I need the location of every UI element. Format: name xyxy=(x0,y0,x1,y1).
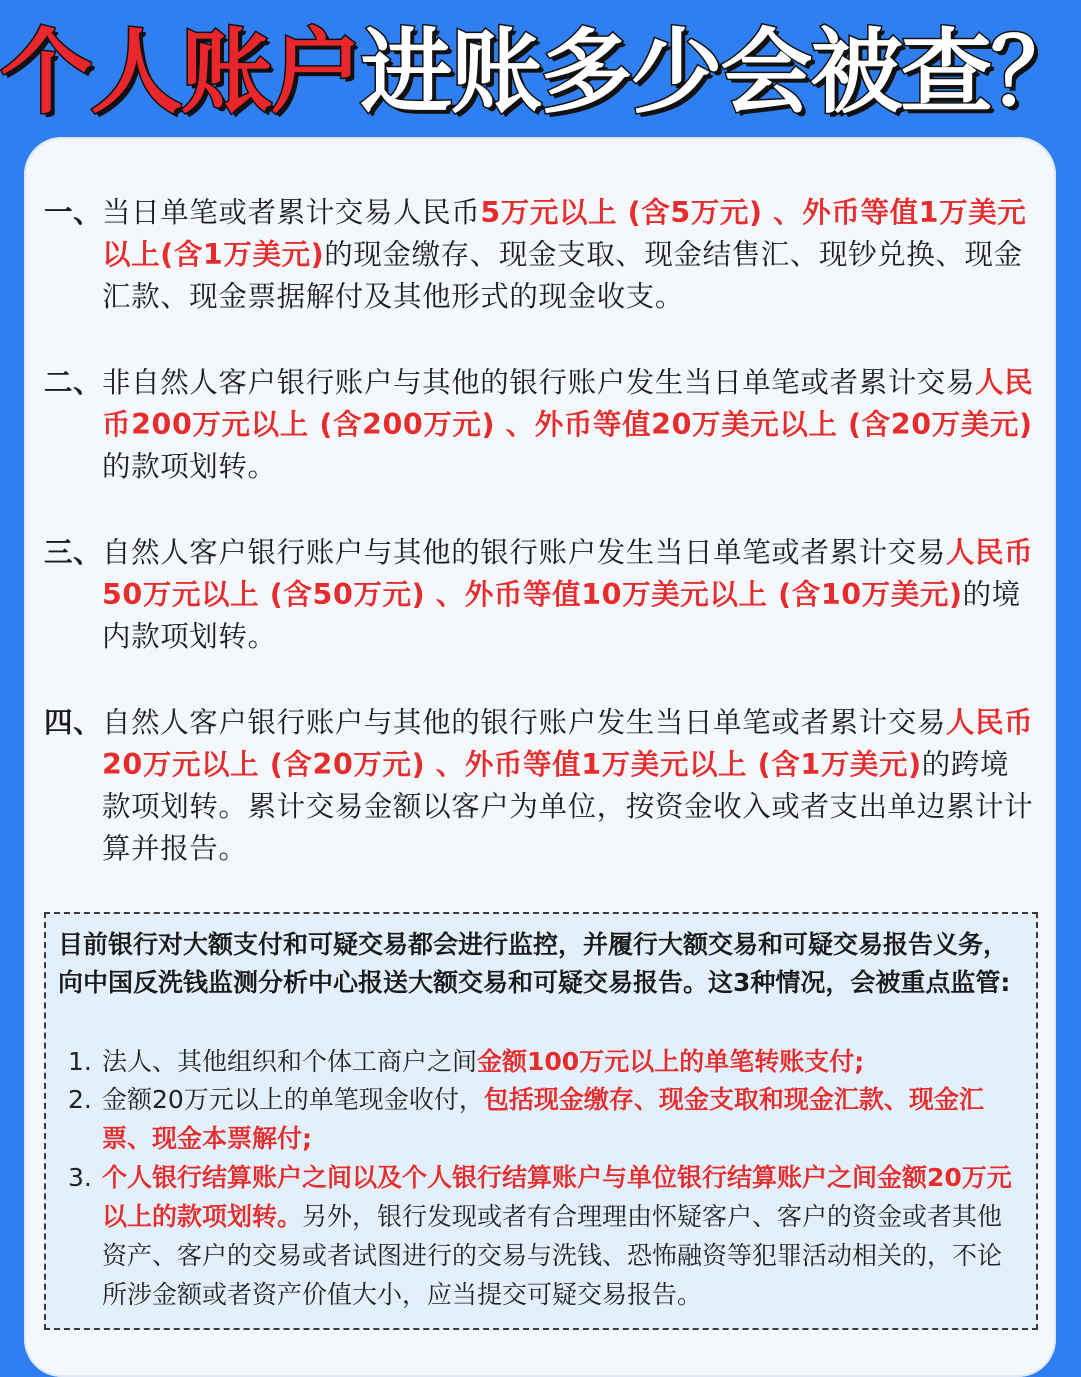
rule-item-3 xyxy=(44,532,1034,658)
rule-number: 四、 xyxy=(44,706,103,739)
list-number: 3. xyxy=(68,1163,92,1192)
rule-item-2 xyxy=(44,362,1034,488)
rule-text-tail: 的境内款项划转。 xyxy=(102,578,1021,653)
note-list-item-2 xyxy=(68,1080,1018,1158)
title-highlight: 个人账户 xyxy=(0,19,361,126)
list-number: 2. xyxy=(68,1085,92,1114)
rule-number: 二、 xyxy=(44,366,103,399)
page-title xyxy=(0,0,1081,130)
rule-highlight: 5万元以上 (含5万元) 、外币等值1万美元以上(含1万美元) xyxy=(102,196,1027,271)
rule-highlight: 人民币50万元以上 (含50万元) 、外币等值10万美元以上 (含10万美元) xyxy=(102,536,1034,611)
note-list-item-3 xyxy=(68,1158,1018,1314)
note-list-item-1 xyxy=(68,1042,1018,1081)
rule-number: 三、 xyxy=(44,536,103,569)
list-text: 法人、其他组织和个体工商户之间 xyxy=(102,1047,478,1076)
title-rest: 进账多少会被查？ xyxy=(360,19,1081,126)
rule-text-tail: 的跨境款项划转。累计交易金额以客户为单位，按资金收入或者支出单边累计计算并报告。 xyxy=(102,748,1034,865)
list-text: 金额20万元以上的单笔现金收付， xyxy=(102,1085,484,1114)
note-intro: 目前银行对大额支付和可疑交易都会进行监控，并履行大额交易和可疑交易报告义务，向中国反洗钱监测分析中心报送大额交易和可疑交易报告。这3种情况，会被重点监管: xyxy=(58,930,1011,997)
rule-highlight: 人民币200万元以上 (含200万元) 、外币等值20万美元以上 (含20万美元) xyxy=(102,366,1034,441)
rule-text: 自然人客户银行账户与其他的银行账户发生当日单笔或者累计交易 xyxy=(102,536,946,569)
rule-text: 当日单笔或者累计交易人民币 xyxy=(102,196,481,229)
rule-item-1 xyxy=(44,192,1034,318)
rule-number: 一、 xyxy=(44,196,103,229)
list-highlight: 金额100万元以上的单笔转账支付; xyxy=(477,1047,865,1076)
list-highlight: 包括现金缴存、现金支取和现金汇款、现金汇票、现金本票解付; xyxy=(102,1085,984,1153)
rule-highlight: 人民币20万元以上 (含20万元) 、外币等值1万美元以上 (含1万美元) xyxy=(102,706,1034,781)
rule-text: 非自然人客户银行账户与其他的银行账户发生当日单笔或者累计交易 xyxy=(102,366,976,399)
rule-text-tail: 的现金缴存、现金支取、现金结售汇、现钞兑换、现金汇款、现金票据解付及其他形式的现金收支。 xyxy=(102,238,1023,313)
rule-text-tail: 的款项划转。 xyxy=(102,450,277,483)
rule-item-4 xyxy=(44,702,1034,870)
monitoring-note-box xyxy=(44,912,1038,1330)
list-highlight: 个人银行结算账户之间以及个人银行结算账户与单位银行结算账户之间金额20万元以上的款项划转。 xyxy=(102,1163,1012,1231)
rule-text: 自然人客户银行账户与其他的银行账户发生当日单笔或者累计交易 xyxy=(102,706,946,739)
list-text-tail: 另外，银行发现或者有合理理由怀疑客户、客户的资金或者其他资产、客户的交易或者试图进行的交易与洗钱、恐怖融资等犯罪活动相关的，不论所涉金额或者资产价值大小，应当提交可疑交易报告。 xyxy=(102,1202,1003,1309)
list-number: 1. xyxy=(68,1047,92,1076)
